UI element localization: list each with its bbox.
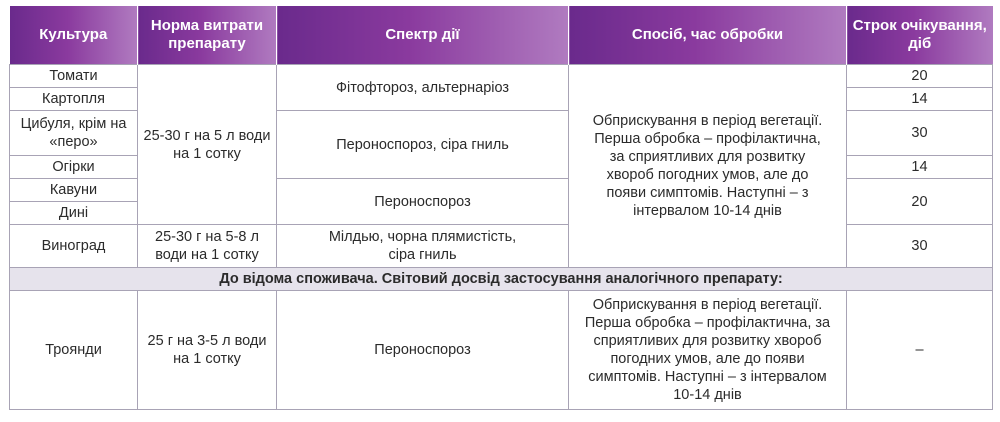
culture-cell: Виноград: [10, 225, 138, 268]
spectrum-cell: Мілдью, чорна плямистість, сіра гниль: [277, 225, 569, 268]
spectrum-cell: Пероноспороз: [277, 291, 569, 410]
waiting-cell: 20: [847, 65, 993, 88]
table-header-row: [10, 6, 993, 65]
culture-cell: Кавуни: [10, 179, 138, 202]
waiting-cell: –: [847, 291, 993, 410]
spectrum-cell: Пероноспороз, сіра гниль: [277, 111, 569, 179]
waiting-cell: 14: [847, 88, 993, 111]
header-rate: Норма витрати препарату: [138, 6, 277, 65]
culture-cell: Огірки: [10, 156, 138, 179]
spectrum-cell: Фітофтороз, альтернаріоз: [277, 65, 569, 111]
method-cell: Обприскування в період вегетації. Перша обробка – профілактична, за сприятливих для розвитку хвороб погодних умов, але до появи симптомів. Наступні – з інтервалом 10-14 днів: [569, 65, 847, 268]
culture-cell: Цибуля, крім на «перо»: [10, 111, 138, 156]
header-spectrum: Спектр дії: [277, 6, 569, 65]
rate-cell: 25-30 г на 5-8 л води на 1 сотку: [138, 225, 277, 268]
header-culture: Культура: [10, 6, 138, 65]
table-row: [10, 291, 993, 410]
header-waiting: Строк очікування, діб: [847, 6, 993, 65]
waiting-cell: 14: [847, 156, 993, 179]
waiting-cell: 20: [847, 179, 993, 225]
notice-text: До відома споживача. Світовий досвід застосування аналогічного препарату:: [10, 268, 993, 291]
table-row: [10, 65, 993, 88]
waiting-cell: 30: [847, 225, 993, 268]
header-method: Спосіб, час обробки: [569, 6, 847, 65]
spectrum-cell: Пероноспороз: [277, 179, 569, 225]
culture-cell: Дині: [10, 202, 138, 225]
rate-cell: 25 г на 3-5 л води на 1 сотку: [138, 291, 277, 410]
waiting-cell: 30: [847, 111, 993, 156]
rate-cell: 25-30 г на 5 л води на 1 сотку: [138, 65, 277, 225]
culture-cell: Троянди: [10, 291, 138, 410]
usage-table: [9, 6, 993, 410]
culture-cell: Томати: [10, 65, 138, 88]
method-cell: Обприскування в період вегетації. Перша обробка – профілактична, за сприятливих для розвитку хвороб погодних умов, але до появи симптомів. Наступні – з інтервалом 10-14 днів: [569, 291, 847, 410]
culture-cell: Картопля: [10, 88, 138, 111]
notice-row: [10, 268, 993, 291]
